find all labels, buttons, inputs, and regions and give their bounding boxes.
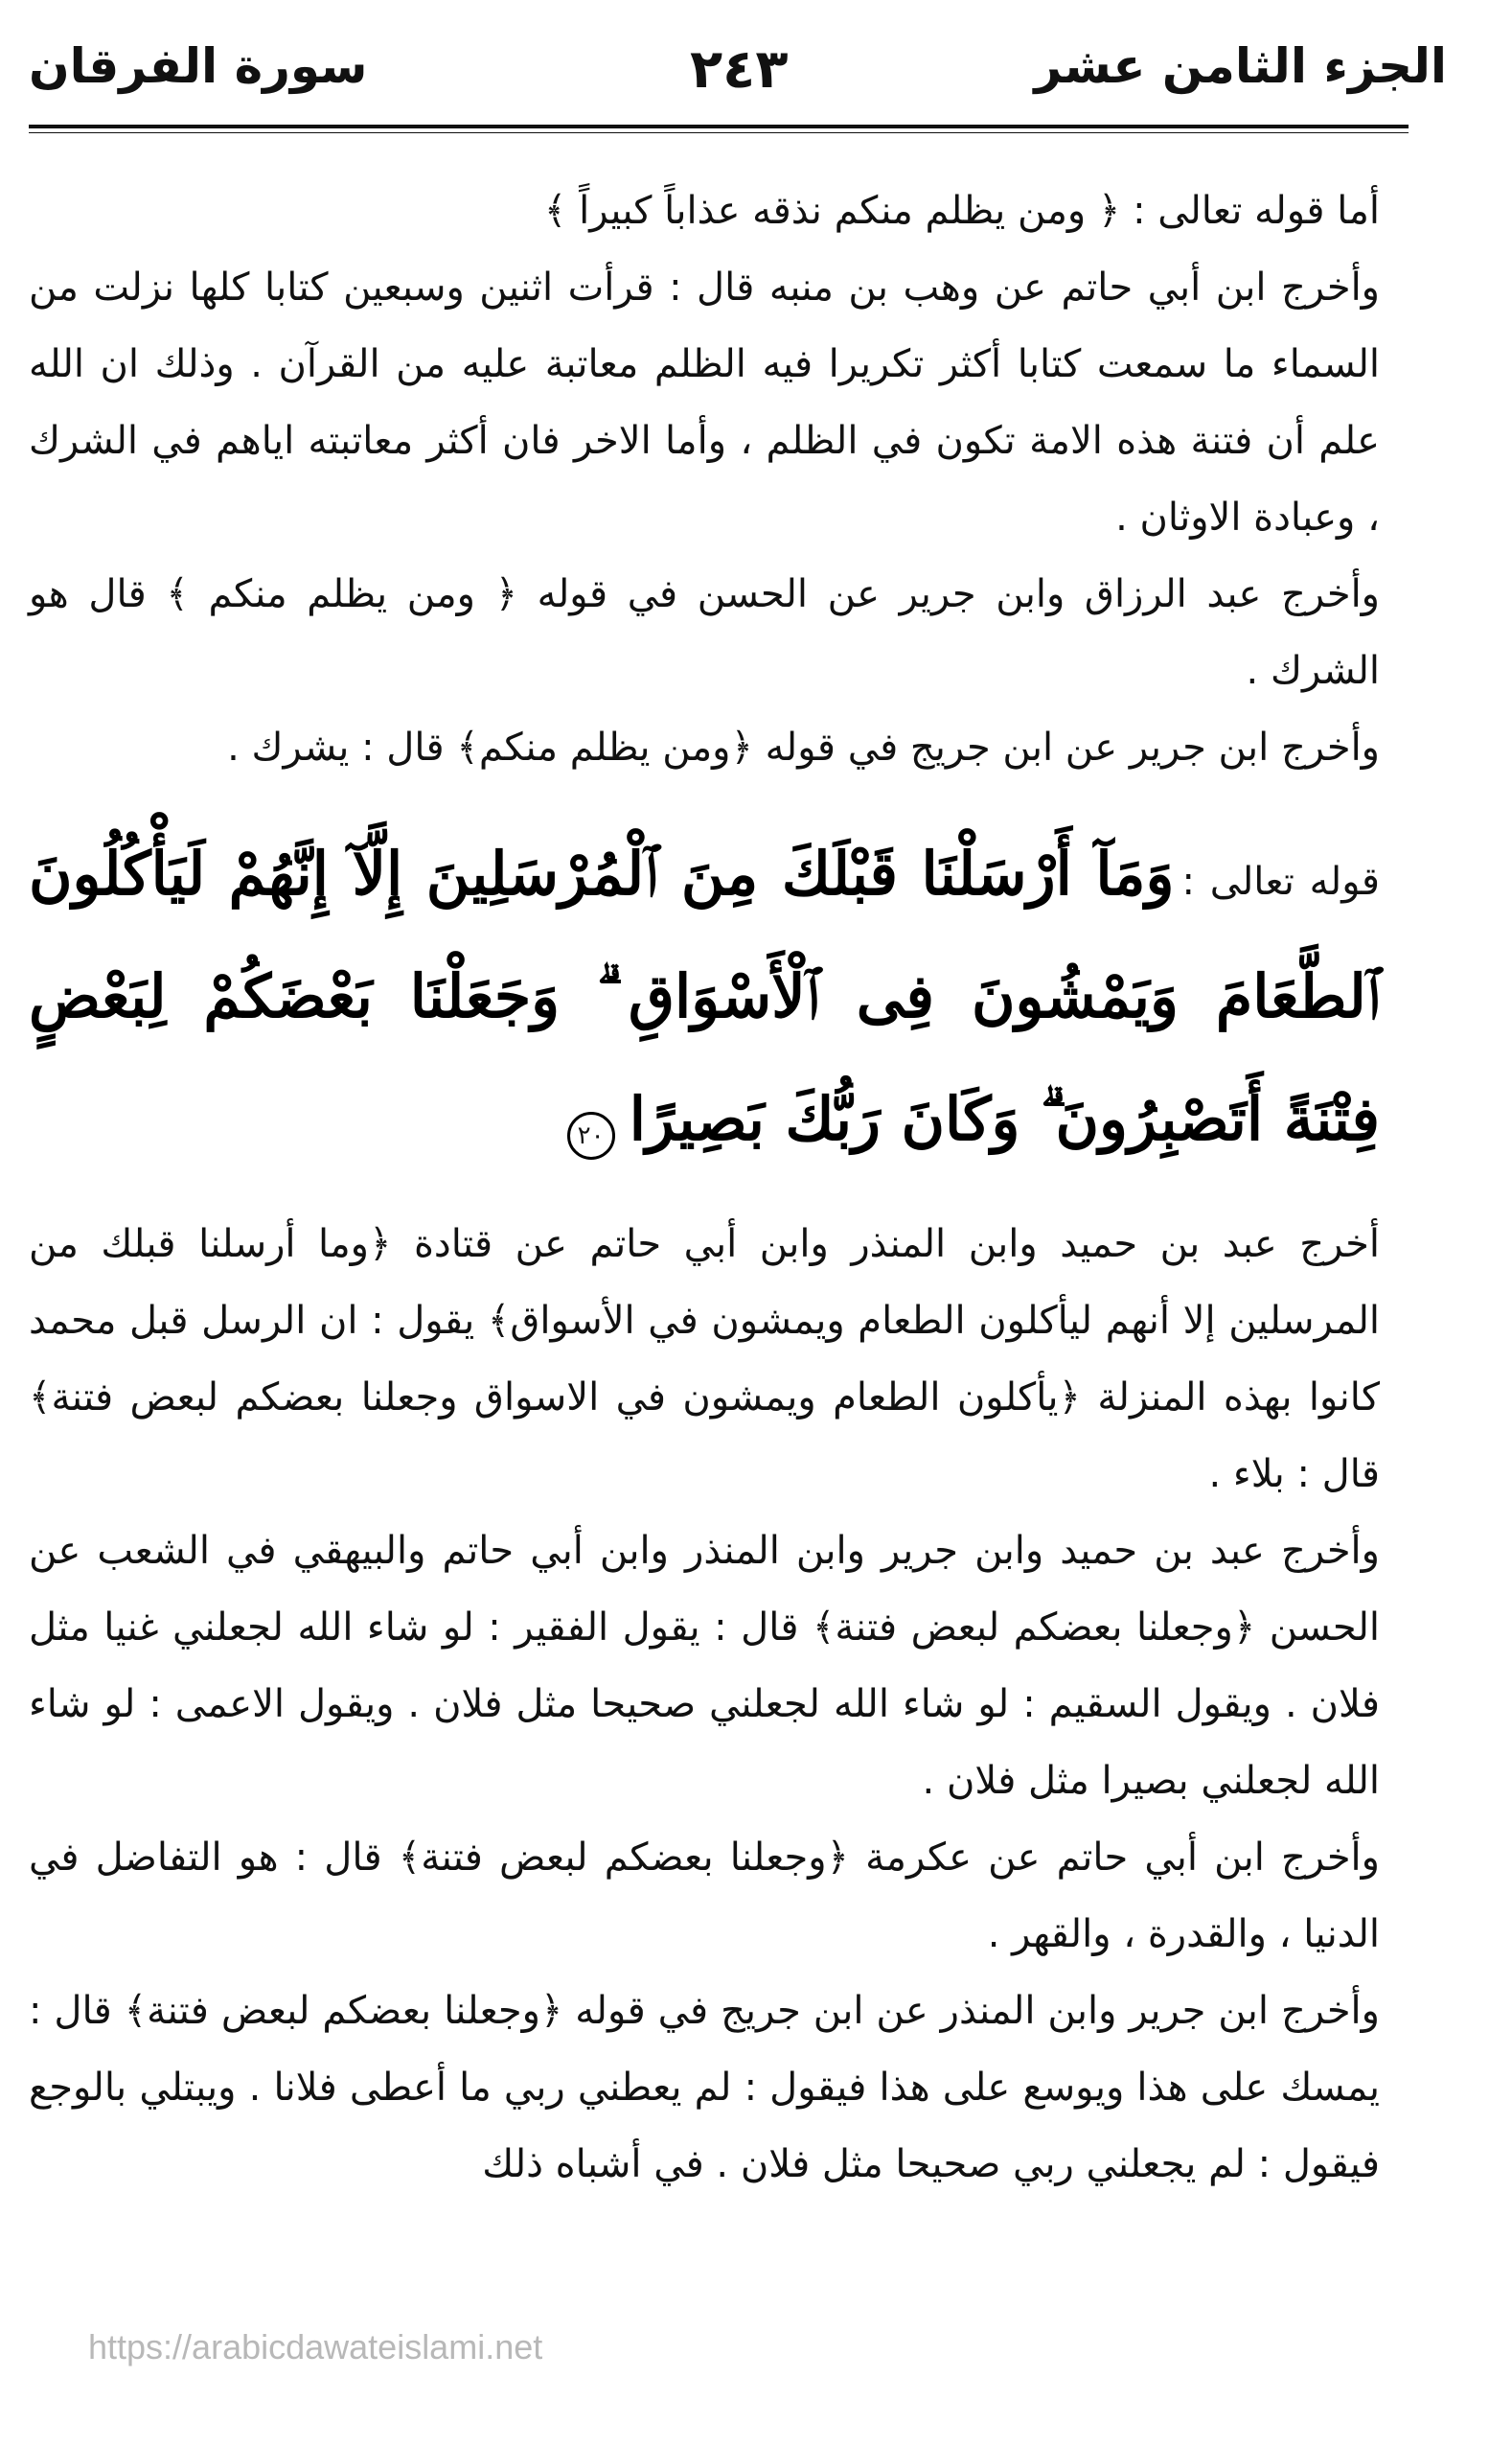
paragraph-ibnjuraij-2: وأخرج ابن جرير وابن المنذر عن ابن جريج في قوله ﴿وجعلنا بعضكم لبعض فتنة﴾ قال : يمسك على هذا ويوسع على هذا فيقول : لم يعطني ربي ما أعطى فلانا . ويبتلي بالوجع فيقول : لم يجعلني ربي صحيحا مثل فلان . في أشباه ذلك [29,1989,1380,2186]
paragraph-verse-citation: أما قوله تعالى : ﴿ ومن يظلم منكم نذقه عذاباً كبيراً ﴾ [543,189,1380,233]
page-body [29,173,1380,2203]
juz-title: الجزء الثامن عشر [1034,38,1447,94]
watermark-url: https://arabicdawateislami.net [88,2327,543,2366]
verse-number-marker: ٢٠ [567,1112,615,1160]
page-header [29,29,1456,115]
paragraph-qatada: أخرج عبد بن حميد وابن المنذر وابن أبي حاتم عن قتادة ﴿وما أرسلنا قبلك من المرسلين إلا أنهم ليأكلون الطعام ويمشون في الأسواق﴾ يقول : ان الرسل قبل محمد كانوا بهذه المنزلة ﴿يأكلون الطعام ويمشون في الاسواق وجعلنا بعضكم لبعض فتنة﴾ قال : بلاء . [29,1222,1380,1496]
paragraph-ibnjuraij-1: وأخرج ابن جرير عن ابن جريج في قوله ﴿ومن يظلم منكم﴾ قال : يشرك . [227,726,1380,770]
paragraph-abdulrazzaq: وأخرج عبد الرزاق وابن جرير عن الحسن في قوله ﴿ ومن يظلم منكم ﴾ قال هو الشرك . [29,572,1380,693]
paragraph-ikrima: وأخرج ابن أبي حاتم عن عكرمة ﴿وجعلنا بعضكم لبعض فتنة﴾ قال : هو التفاضل في الدنيا ، والقدرة ، والقهر . [29,1835,1380,1956]
header-divider [29,125,1409,128]
page-number: ٢٤٣ [690,38,789,101]
quran-verse-text: وَمَآ أَرْسَلْنَا قَبْلَكَ مِنَ ٱلْمُرْسَلِينَ إِلَّآ إِنَّهُمْ لَيَأْكُلُونَ ٱلطَّعَامَ وَيَمْشُونَ فِى ٱلْأَسْوَاقِ ۗ وَجَعَلْنَا بَعْضَكُمْ لِبَعْضٍ فِتْنَةً أَتَصْبِرُونَ ۗ وَكَانَ رَبُّكَ بَصِيرًا [29,839,1380,1154]
quran-verse-block [29,813,1380,1181]
quran-intro: قوله تعالى : [1181,860,1380,904]
surah-title: سورة الفرقان [29,38,368,94]
paragraph-hasan: وأخرج عبد بن حميد وابن جرير وابن المنذر وابن أبي حاتم والبيهقي في الشعب عن الحسن ﴿وجعلنا بعضكم لبعض فتنة﴾ قال : يقول الفقير : لو شاء الله لجعلني غنيا مثل فلان . ويقول السقيم : لو شاء الله لجعلني صحيحا مثل فلان . ويقول الاعمى : لو شاء الله لجعلني بصيرا مثل فلان . [29,1529,1380,1803]
header-divider-thin [29,132,1409,133]
paragraph-wahb: وأخرج ابن أبي حاتم عن وهب بن منبه قال : قرأت اثنين وسبعين كتابا كلها نزلت من السماء ما سمعت كتابا أكثر تكريرا فيه الظلم معاتبة عليه من القرآن . وذلك ان الله علم أن فتنة هذه الامة تكون في الظلم ، وأما الاخر فان أكثر معاتبته اياهم في الشرك ، وعبادة الاوثان . [29,265,1380,540]
